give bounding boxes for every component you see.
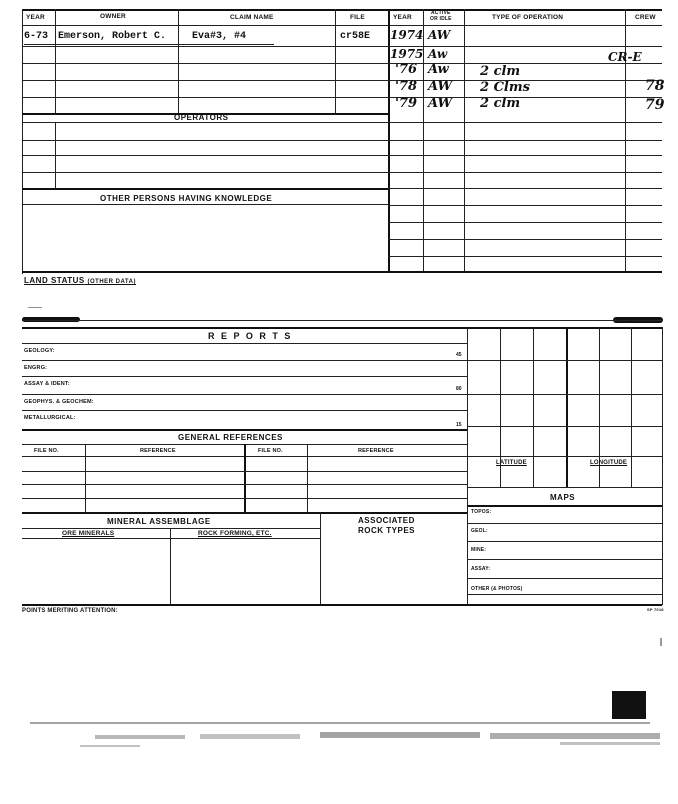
header-year-2: YEAR [393, 14, 412, 21]
record-owner: Emerson, Robert C. [58, 31, 167, 42]
maps-other: OTHER (& PHOTOS) [471, 586, 523, 592]
activity-year-1: 1974 [390, 28, 424, 42]
header-or-idle: OR IDLE [430, 16, 452, 22]
record-file: cr58E [340, 31, 371, 42]
maps-topos: TOPOS: [471, 509, 492, 515]
report-geophys: GEOPHYS. & GEOCHEM: [24, 399, 94, 405]
activity-status-5: AW [428, 96, 453, 111]
header-active: ACTIVE [431, 10, 451, 16]
activity-status-2: Aw [428, 47, 448, 61]
ore-minerals-label: ORE MINERALS [62, 530, 115, 537]
form-number: SP 7018 [647, 607, 664, 612]
points-meriting-attention: POINTS MERITING ATTENTION: [22, 608, 118, 614]
longitude-label: LONGITUDE [590, 460, 628, 466]
report-metallurgical-num: 15 [456, 422, 462, 428]
maps-geol: GEOL: [471, 528, 488, 534]
activity-year-3: '76 [395, 62, 418, 77]
activity-year-5: '79 [395, 96, 418, 111]
activity-op-5: 2 clm [480, 96, 521, 111]
rock-forming-label: ROCK FORMING, ETC. [198, 530, 272, 537]
header-year: YEAR [26, 14, 45, 21]
land-status-label: LAND STATUS (OTHER DATA) [24, 276, 136, 285]
header-file: FILE [350, 14, 365, 21]
report-assay-num: 80 [456, 386, 462, 392]
activity-crew-5: 79 [645, 97, 665, 113]
report-geology-num: 45 [456, 352, 462, 358]
report-engrg: ENGRG: [24, 365, 48, 371]
record-claim: Eva#3, #4 [192, 31, 247, 42]
other-persons-label: OTHER PERSONS HAVING KNOWLEDGE [100, 194, 273, 203]
maps-mine: MINE: [471, 547, 487, 553]
ref-reference-2: REFERENCE [358, 448, 394, 454]
ref-file-no-2: FILE NO. [258, 448, 283, 454]
activity-crew-2: CR-E [608, 50, 642, 64]
latitude-label: LATITUDE [496, 460, 527, 466]
general-references-label: GENERAL REFERENCES [178, 433, 283, 442]
activity-status-1: AW [428, 28, 451, 42]
activity-status-3: Aw [428, 62, 449, 77]
report-geology: GEOLOGY: [24, 348, 55, 354]
record-year: 6-73 [24, 31, 49, 42]
report-assay: ASSAY & IDENT: [24, 381, 70, 387]
reports-label: R E P O R T S [208, 331, 293, 341]
ref-file-no-1: FILE NO. [34, 448, 59, 454]
report-metallurgical: METALLURGICAL: [24, 415, 76, 421]
activity-year-4: '78 [395, 79, 418, 94]
ref-reference-1: REFERENCE [140, 448, 176, 454]
header-type-of-operation: TYPE OF OPERATION [492, 14, 564, 21]
header-owner: OWNER [100, 13, 126, 20]
activity-year-2: 1975 [390, 47, 424, 61]
header-crew: CREW [635, 14, 656, 21]
activity-status-4: AW [428, 79, 453, 94]
activity-op-4: 2 Clms [480, 80, 530, 95]
maps-assay: ASSAY: [471, 566, 491, 572]
associated-rock-types-1: ASSOCIATED [358, 516, 415, 525]
maps-label: MAPS [550, 493, 576, 502]
activity-op-3: 2 clm [480, 64, 521, 79]
associated-rock-types-2: ROCK TYPES [358, 526, 416, 535]
mineral-assemblage-label: MINERAL ASSEMBLAGE [107, 517, 211, 526]
operators-label: OPERATORS [174, 113, 229, 122]
header-claim-name: CLAIM NAME [230, 14, 274, 21]
activity-crew-4: 78 [645, 78, 665, 94]
